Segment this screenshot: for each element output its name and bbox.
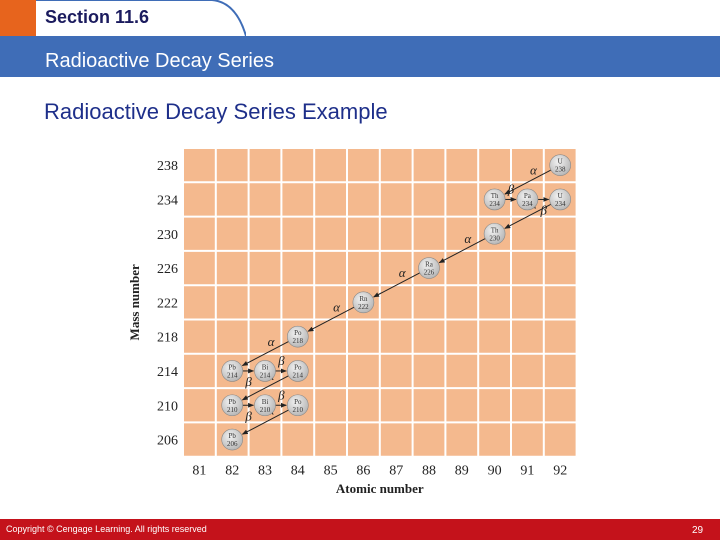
nuclide-symbol: Po — [294, 397, 302, 406]
page-number: 29 — [692, 525, 704, 536]
nuclide-symbol: Th — [490, 191, 499, 200]
y-tick-label: 210 — [157, 399, 178, 415]
nuclide-mass: 218 — [292, 337, 304, 346]
decay-label-beta: β — [278, 387, 285, 403]
x-tick-label: 81 — [192, 463, 207, 479]
decay-label-alpha: α — [529, 162, 537, 178]
y-tick-label: 238 — [157, 159, 178, 175]
copyright-text: Copyright © Cengage Learning. All rights reserved — [6, 524, 207, 534]
decay-series-diagram — [124, 144, 577, 499]
decay-label-alpha: α — [267, 333, 275, 349]
x-tick-label: 87 — [389, 463, 404, 479]
decay-label-alpha: α — [333, 299, 341, 315]
x-tick-label: 91 — [520, 463, 535, 479]
nuclide-mass: 226 — [423, 268, 435, 277]
nuclide-symbol: Bi — [261, 397, 269, 406]
nuclide-symbol: Bi — [261, 363, 269, 372]
nuclide-mass: 234 — [554, 199, 566, 208]
x-tick-label: 82 — [225, 463, 240, 479]
y-axis-label: Mass number — [127, 264, 142, 341]
y-tick-label: 234 — [157, 193, 178, 209]
nuclide-symbol: Pa — [523, 191, 531, 200]
nuclide-symbol: Pb — [228, 397, 236, 406]
x-tick-label: 83 — [258, 463, 272, 479]
x-tick-label: 89 — [454, 463, 469, 479]
y-tick-label: 206 — [157, 433, 178, 449]
nuclide-mass: 210 — [226, 405, 238, 414]
y-tick-label: 218 — [157, 330, 178, 346]
nuclide-mass: 234 — [522, 199, 533, 208]
decay-label-alpha: α — [464, 230, 472, 246]
y-tick-label: 214 — [157, 364, 178, 380]
y-tick-label: 226 — [157, 262, 178, 278]
nuclide-symbol: Th — [490, 226, 499, 235]
nuclide-mass: 230 — [489, 234, 500, 243]
nuclide-mass: 214 — [259, 371, 271, 380]
x-tick-label: 86 — [356, 463, 371, 479]
y-tick-label: 222 — [157, 296, 178, 312]
section-label: Section 11.6 — [45, 7, 150, 27]
x-tick-label: 84 — [290, 463, 305, 479]
nuclide-mass: 214 — [292, 371, 304, 380]
x-tick-label: 85 — [323, 463, 338, 479]
slide-title: Radioactive Decay Series — [45, 50, 274, 72]
x-tick-label: 92 — [553, 463, 568, 479]
nuclide-symbol: U — [557, 157, 563, 166]
section-accent-square — [0, 0, 36, 36]
nuclide-mass: 214 — [226, 371, 238, 380]
nuclide-mass: 234 — [489, 199, 500, 208]
nuclide-symbol: Pb — [228, 363, 236, 372]
decay-series-figure — [124, 144, 577, 499]
nuclide-symbol: Pb — [228, 432, 236, 441]
nuclide-symbol: Rn — [359, 294, 368, 303]
nuclide-symbol: Ra — [425, 260, 433, 269]
decay-label-beta: β — [245, 373, 252, 389]
nuclide-mass: 222 — [358, 302, 369, 311]
x-tick-label: 90 — [487, 463, 502, 479]
nuclide-mass: 210 — [259, 405, 271, 414]
decay-label-beta: β — [540, 202, 548, 218]
nuclide-mass: 206 — [226, 440, 238, 449]
nuclide-symbol: Po — [294, 329, 302, 338]
nuclide-mass: 210 — [292, 405, 304, 414]
x-axis-label: Atomic number — [335, 481, 424, 496]
decay-label-beta: β — [278, 352, 285, 368]
x-tick-label: 88 — [422, 463, 436, 479]
decay-label-beta: β — [507, 181, 515, 197]
y-tick-label: 230 — [157, 227, 178, 243]
decay-label-beta: β — [245, 408, 252, 424]
nuclide-symbol: U — [557, 191, 563, 200]
nuclide-symbol: Po — [294, 363, 302, 372]
nuclide-mass: 238 — [554, 165, 566, 174]
decay-label-alpha: α — [398, 265, 406, 281]
slide-subtitle: Radioactive Decay Series Example — [44, 99, 388, 124]
